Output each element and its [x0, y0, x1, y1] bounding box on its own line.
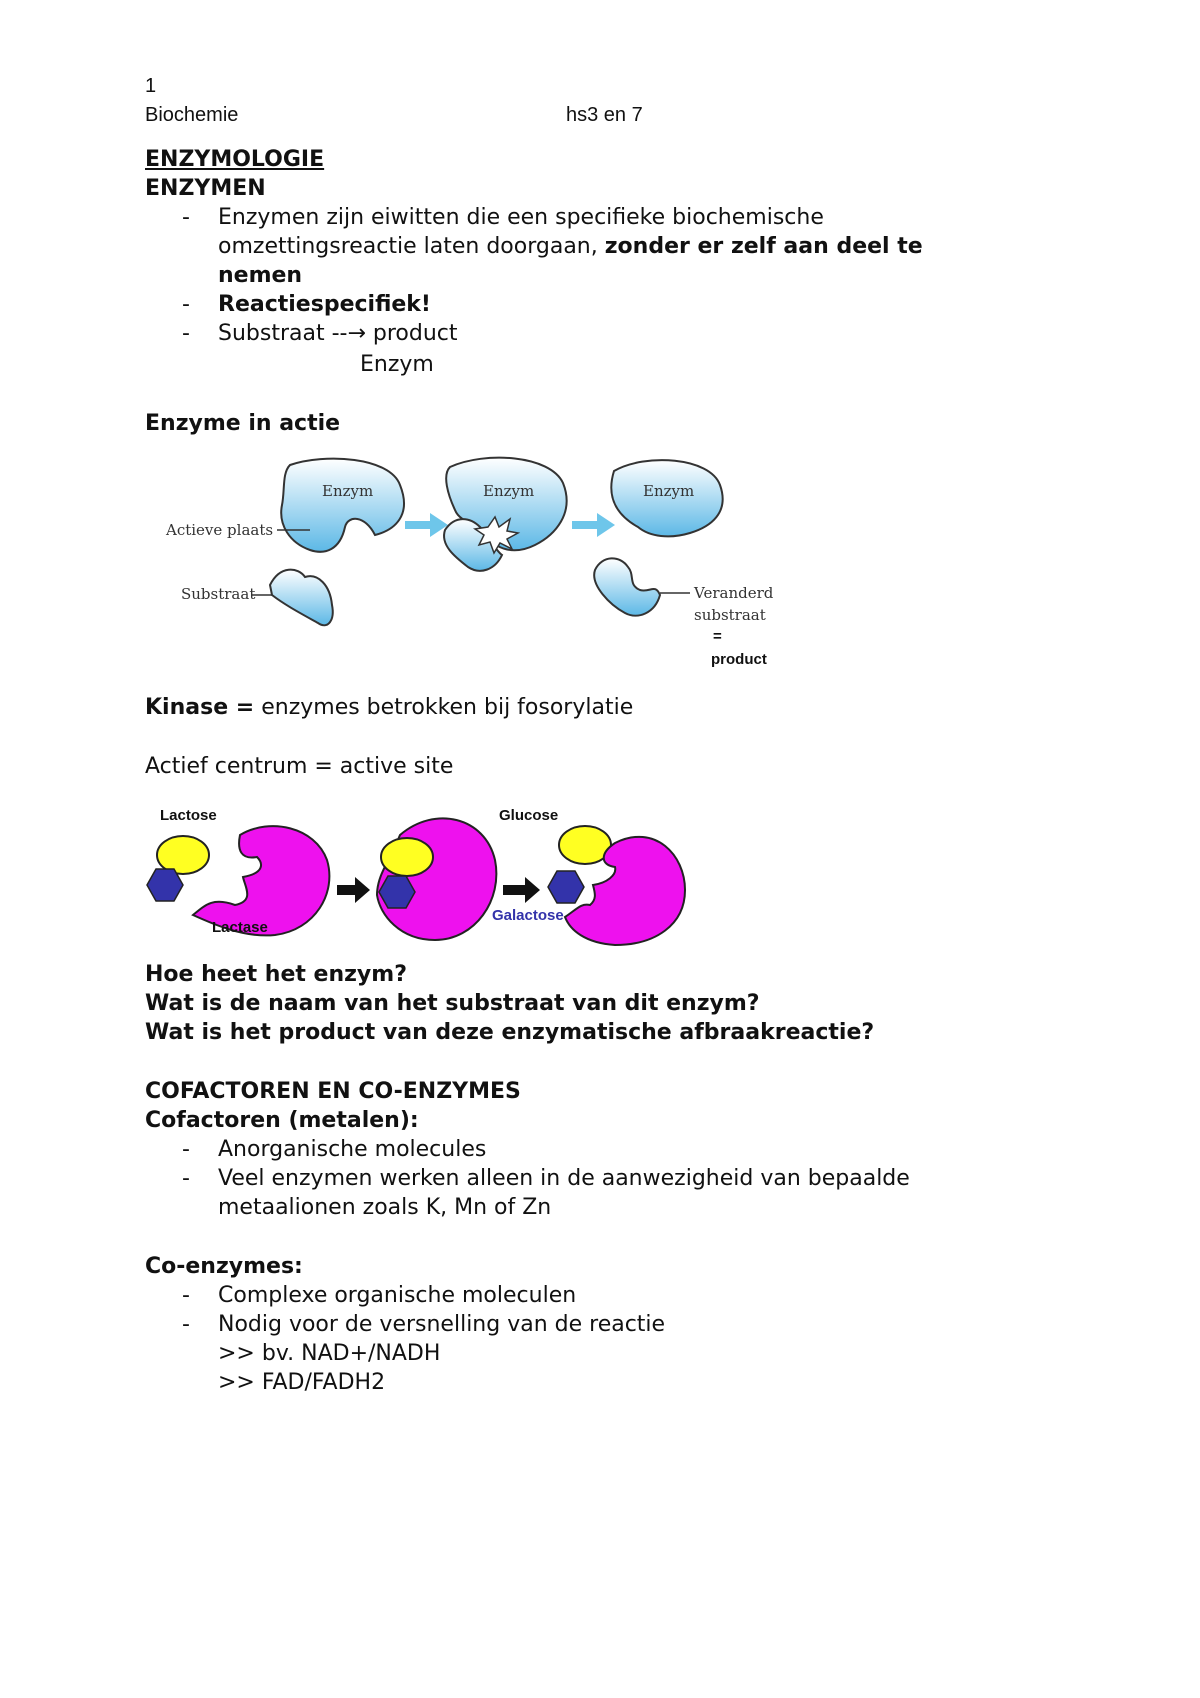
kinase-definition: enzymes betrokken bij fosorylatie: [254, 695, 634, 720]
glucose-ellipse-2: [381, 838, 433, 876]
subtitle-enzymen: ENZYMEN: [145, 176, 266, 201]
kinase-line: [145, 693, 633, 722]
section-title-enzyme-in-actie: Enzyme in actie: [145, 411, 341, 436]
question-2: Wat is de naam van het substraat van dit enzym?: [145, 991, 760, 1016]
enzym-arrow-label: Enzym: [360, 352, 434, 377]
bullet-substraat-product: [218, 319, 458, 348]
arrow-icon-4: [525, 877, 540, 903]
bullet-versnelling: Nodig voor de versnelling van de reactie: [218, 1312, 666, 1337]
fig-veranderd: Veranderd: [694, 584, 774, 602]
fig-equals: =: [713, 628, 722, 645]
header-subject: Biochemie: [145, 104, 239, 126]
bullet-dash: -: [182, 205, 190, 230]
bullet-anorganische: Anorganische molecules: [218, 1137, 487, 1162]
substraat-text: Substraat --: [218, 321, 348, 346]
fig-galactose: Galactose: [492, 907, 564, 924]
bullet-dash: -: [182, 1283, 190, 1308]
section-title-enzymologie: ENZYMOLOGIE: [145, 147, 325, 172]
galactose-hexagon-3: [548, 871, 584, 903]
bullet-enzymen-line2-bold: zonder er zelf aan deel te: [604, 234, 923, 259]
question-1: Hoe heet het enzym?: [145, 962, 407, 987]
bullet-dash: -: [182, 292, 190, 317]
fig-lactose: Lactose: [160, 807, 217, 824]
product-text: product: [365, 321, 458, 346]
subtitle-cofactoren: Cofactoren (metalen):: [145, 1108, 419, 1133]
bullet-dash: -: [182, 321, 190, 346]
bullet-dash: -: [182, 1166, 190, 1191]
fig-actieve-plaats: Actieve plaats: [166, 521, 274, 539]
page-number: 1: [145, 75, 157, 97]
actief-centrum-line: Actief centrum = active site: [145, 754, 454, 779]
changed-substrate-shape: [594, 558, 660, 615]
fig-product: product: [711, 651, 767, 668]
bullet-enzymen-line2: [218, 232, 923, 261]
fig-enzym-label-3: Enzym: [643, 482, 695, 500]
header-chapters: hs3 en 7: [566, 104, 643, 126]
enzyme-action-figure: [150, 455, 800, 675]
question-3: Wat is het product van deze enzymatische afbraakreactie?: [145, 1020, 875, 1045]
example-fad: >> FAD/FADH2: [218, 1370, 386, 1395]
bullet-enzymen-line3: nemen: [218, 263, 303, 288]
kinase-term: Kinase =: [145, 695, 255, 720]
arrow-right-icon: →: [347, 321, 366, 346]
fig-substraat: Substraat: [181, 585, 256, 603]
bullet-metaalionen-line2: metaalionen zoals K, Mn of Zn: [218, 1195, 552, 1220]
fig-substraat-lower: substraat: [694, 606, 766, 624]
example-nad: >> bv. NAD+/NADH: [218, 1341, 441, 1366]
bullet-dash: -: [182, 1312, 190, 1337]
arrow-shaft: [503, 885, 525, 895]
fig-enzym-label-1: Enzym: [322, 482, 374, 500]
fig-glucose: Glucose: [499, 807, 559, 824]
arrow-icon-1: [405, 513, 448, 537]
bullet-dash: -: [182, 1137, 190, 1162]
arrow-shaft: [340, 885, 360, 895]
bullet-enzymen-line2-regular: omzettingsreactie laten doorgaan,: [218, 234, 605, 259]
section-title-cofactoren: COFACTOREN EN CO-ENZYMES: [145, 1079, 521, 1104]
bullet-reactiespecifiek: Reactiespecifiek!: [218, 292, 431, 317]
section-title-coenzymes: Co-enzymes:: [145, 1254, 303, 1279]
bullet-complexe: Complexe organische moleculen: [218, 1283, 577, 1308]
fig-enzym-label-2: Enzym: [483, 482, 535, 500]
enzyme-shape-1: [281, 459, 404, 552]
fig-lactase: Lactase: [212, 919, 268, 936]
arrow-icon-2: [572, 513, 615, 537]
bullet-metaalionen-line1: Veel enzymen werken alleen in de aanwezigheid van bepaalde: [218, 1166, 910, 1191]
lactase-figure: [145, 805, 705, 950]
substrate-shape-1: [270, 570, 333, 626]
bullet-enzymen-line1: Enzymen zijn eiwitten die een specifieke biochemische: [218, 205, 824, 230]
